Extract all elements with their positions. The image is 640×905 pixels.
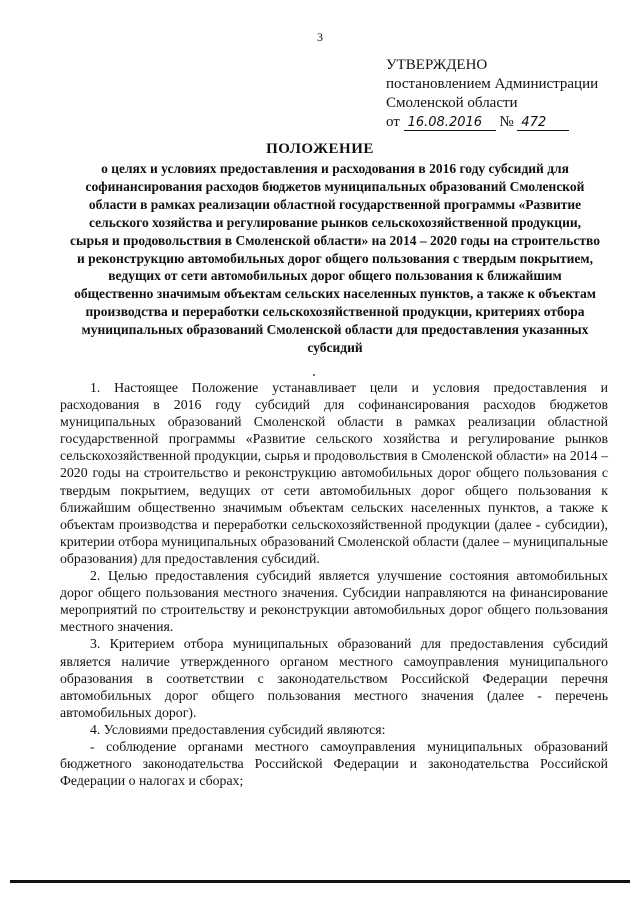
bottom-border-line xyxy=(10,880,630,883)
document-subtitle: о целях и условиях предоставления и расходования в 2016 году субсидий для софинансирования расходов бюджетов муниципальных образований Смоленской области в рамках реализации областной государственной программы «Развитие сельского хозяйства и регулирование рынков сельскохозяйственной продукции, сырья и продовольствия в Смоленской области» на 2014 – 2020 годы на строительство и реконструкцию автомобильных дорог общего пользования с твердым покрытием, ведущих от сети автомобильных дорог общего пользования к ближайшим общественно значимым объектам сельских населенных пунктов, а также к объектам производства и переработки сельскохозяйственной продукции, критериях отбора муниципальных образований Смоленской области для предоставления указанных субсидий xyxy=(70,161,600,356)
date-prefix: от xyxy=(386,114,400,130)
approval-date-line xyxy=(386,113,636,132)
handwritten-number: 472 xyxy=(517,115,569,131)
number-prefix: № xyxy=(499,114,514,130)
approval-line-region: Смоленской области xyxy=(386,95,518,111)
approved-label: УТВЕРЖДЕНО xyxy=(386,57,488,73)
approval-line-resolution: постановлением Администрации xyxy=(386,76,599,92)
paragraph-1: 1. Настоящее Положение устанавливает цели и условия предоставления и расходования в 2016 году субсидий для софинансирования расходов бюджетов муниципальных образований Смоленской области в рамках реализации областной государственной программы «Развитие сельского хозяйства и регулирование рынков сельскохозяйственной продукции, сырья и продовольствия в Смоленской области» на 2014 – 2020 годы на строительство и реконструкцию автомобильных дорог общего пользования с твердым покрытием, ведущих от сети автомобильных дорог общего пользования к ближайшим общественно значимым объектам сельских населенных пунктов, а также к объектам производства и переработки сельскохозяйственной продукции (далее - субсидии), критерии отбора муниципальных образований Смоленской области (далее – муниципальные образования) для предоставления субсидий. xyxy=(60,380,608,566)
page-number: 3 xyxy=(317,30,323,44)
document-body xyxy=(60,379,608,789)
handwritten-date: 16.08.2016 xyxy=(404,115,496,131)
scan-speck xyxy=(313,374,315,376)
paragraph-2: 2. Целью предоставления субсидий является улучшение состояния автомобильных дорог общего пользования местного значения. Субсидии направляются на финансирование мероприятий по строительству и реконструкции автомобильных дорог общего пользования местного значения. xyxy=(60,568,608,635)
paragraph-4: 4. Условиями предоставления субсидий являются: xyxy=(90,721,386,737)
approval-block xyxy=(386,56,636,132)
document-title: ПОЛОЖЕНИЕ xyxy=(266,141,374,157)
paragraph-3: 3. Критерием отбора муниципальных образований для предоставления субсидий является наличие утвержденного органом местного самоуправления муниципального образования в соответствии с законодательством Российской Федерации перечня автомобильных дорог общего пользования местного значения (далее - перечень автомобильных дорог). xyxy=(60,636,608,720)
paragraph-5: - соблюдение органами местного самоуправления муниципальных образований бюджетного законодательства Российской Федерации и законодательства Российской Федерации о налогах и сборах; xyxy=(60,738,608,789)
